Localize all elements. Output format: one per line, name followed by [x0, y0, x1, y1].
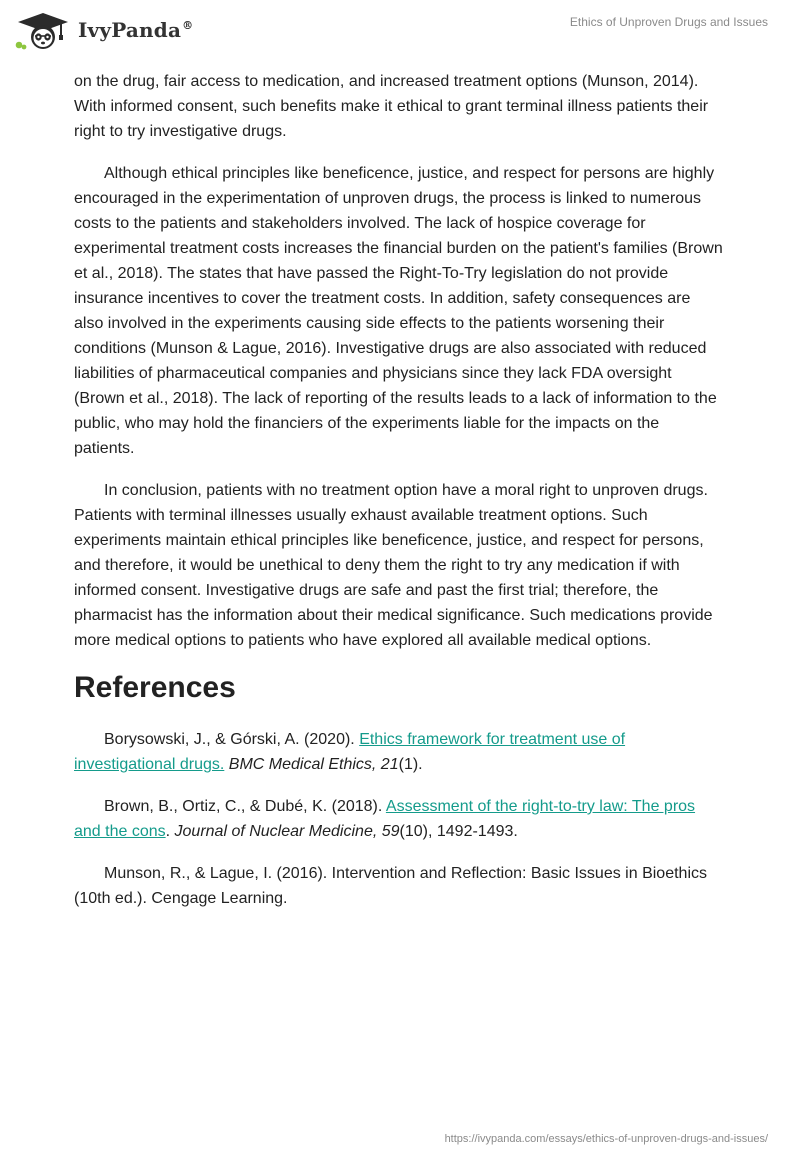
reference-journal: BMC Medical Ethics, 21 — [228, 756, 399, 773]
reference-link[interactable]: Assessment of the right-to-try law: The pros and the cons — [74, 798, 696, 840]
page-header — [0, 0, 800, 70]
references-heading: References — [74, 671, 236, 704]
reference-separator: . — [165, 823, 175, 840]
paragraph-costs: Although ethical principles like beneficence, justice, and respect for persons are highly encouraged in the experimentation of unproven drugs, the process is linked to numerous costs to the patients and stakeholders involved. The lack of hospice coverage for experimental treatment costs increases the financial burden on the patient's families (Brown et al., 2018). The states that have passed the Right-To-Try legislation do not provide insurance incentives to cover the treatment costs. In addition, safety consequences are also involved in the experiments causing side effects to the patients worsening their conditions (Munson & Lague, 2016). Investigative drugs are also associated with reduced liabilities of pharmaceutical companies and physicians since they lack FDA oversight (Brown et al., 2018). The lack of reporting of the results leads to a lack of information to the public, who may hold the financiers of the experiments liable for the impacts on the patients. — [74, 165, 723, 457]
reference-journal: Journal of Nuclear Medicine, 59 — [174, 823, 400, 840]
paragraph-conclusion: In conclusion, patients with no treatment option have a moral right to unproven drugs. Patients with terminal illnesses usually exhaust available treatment options. Such experiments maintain ethical principles like beneficence, justice, and respect for persons, and therefore, it would be unethical to deny them the right to try any medication if with informed consent. Investigative drugs are safe and past the first trial; therefore, the pharmacist has the information about their medical significance. Such medications provide more medical options to patients who have explored all available medical options. — [74, 482, 713, 649]
reference-link[interactable]: Ethics framework for treatment use of investigational drugs. — [74, 731, 626, 773]
reference-item: Munson, R., & Lague, I. (2016). Intervention and Reflection: Basic Issues in Bioethics (10th ed.). Cengage Learning. — [74, 865, 707, 907]
reference-details: (10), 1492-1493. — [399, 823, 518, 840]
source-url[interactable]: https://ivypanda.com/essays/ethics-of-unproven-drugs-and-issues/ — [444, 1133, 768, 1145]
essay-content — [74, 69, 724, 928]
reference-authors: Brown, B., Ortiz, C., & Dubé, K. (2018). — [104, 798, 386, 815]
logo-text: IvyPanda® — [78, 18, 194, 42]
ivypanda-logo[interactable] — [14, 10, 193, 50]
reference-details: (1). — [398, 756, 423, 773]
reference-item — [74, 727, 724, 777]
panda-graduate-icon — [14, 10, 72, 50]
reference-authors: Borysowski, J., & Górski, A. (2020). — [104, 731, 360, 748]
reference-item — [74, 794, 724, 844]
document-title: Ethics of Unproven Drugs and Issues — [569, 15, 768, 29]
paragraph-continuation: on the drug, fair access to medication, and increased treatment options (Munson, 2014). With informed consent, such benefits make it ethical to grant terminal illness patients their right to try investigative drugs. — [74, 73, 709, 140]
